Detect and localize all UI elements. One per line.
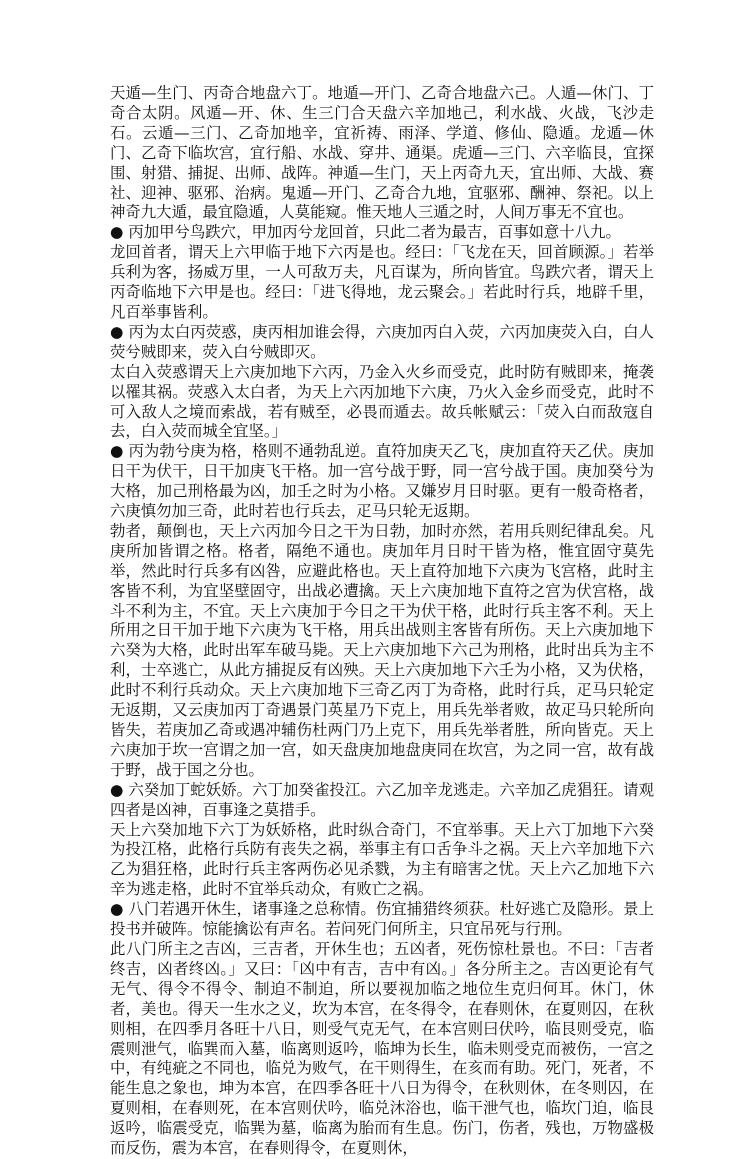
document-page [110,84,654,1159]
paragraph-text: 天遁—生门、丙奇合地盘六丁。地遁—开门、乙奇合地盘六己。人遁—休门、丁奇合太阴。风遁—开、休、生三门合天盘六辛加地己，利水战、火战，飞沙走石。云遁—三门、乙奇加地辛，宜祈祷、雨泽、学道、修仙、隐遁。龙遁—休门、乙奇下临坎宫，宜行船、水战、穿井、通渠。虎遁—三门、六辛临艮，宜探围、射猎、捕捉、出师、战阵。神遁—生门，天上丙奇九天，宜出师、大战、赛社、迎神、驱邪、治病。鬼遁—开门、乙奇合九地，宜驱邪、酬神、祭祀。以上神奇九大遁，最宜隐遁，人莫能窥。惟天地人三遁之时，人间万事无不宜也。 [110,84,654,222]
bullet-icon: ● [110,780,129,799]
paragraph-text: 八门若遇开休生，诸事逢之总称情。伤宜捕猎终须获。杜好逃亡及隐形。景上投书并破阵。惊能擒讼有声名。若问死门何所主，只宜吊死与行刑。 [110,900,654,939]
paragraph-text: 太白入荧惑谓天上六庚加地下六丙，乃金入火乡而受克，此时防有贼即来，掩袭以罹其祸。荧惑入太白者，为天上六丙加地下六庚，乃火入金乡而受克，此时不可入敌人之境而索战，若有贼至，必畏而遁去。故兵帐赋云：「荧入白而敌寇自去，白入荧而城全宜坚。」 [110,362,654,441]
paragraph-text: 勃者，颠倒也，天上六丙加今日之干为日勃，加时亦然，若用兵则纪律乱矣。凡庚所加皆谓之格。格者，隔绝不通也。庚加年月日时干皆为格，惟宜固守莫先举，然此时行兵多有凶咎，应避此格也。天上直符加地下六庚为飞宫格，此时主客皆不利，为宜坚壁固守，出战必遭擒。天上六庚加地下直符之宫为伏宫格，战斗不利为主，不宜。天上六庚加于今日之干为伏干格，此时行兵主客不利。天上所用之日干加于地下六庚为飞干格，用兵出战则主客皆有所伤。天上六庚加地下六癸为大格，此时出军车破马毙。天上六庚加地下六己为刑格，此时出兵为主不利，士卒逃亡，从此方捕捉反有凶殃。天上六庚加地下六壬为小格，又为伏格，此时不利行兵动众。天上六庚加地下三奇乙丙丁为奇格，此时行兵，疋马只轮定无返期，又云庚加丙丁奇遇景门英星乃下克上，用兵先举者败，故疋马只轮所向皆失，若庚加乙奇或遇冲辅伤杜两门乃上克下，用兵先举者胜，所向皆克。天上六庚加于坎一宫谓之加一宫，如天盘庚加地盘庚同在坎宫，为之同一宫，故有战于野，战于国之分也。 [110,521,654,779]
body-paragraph [110,522,654,781]
bullet-paragraph [110,223,654,243]
paragraph-text: 丙为太白丙荧惑，庚丙相加谁会得，六庚加丙白入荧，六丙加庚荧入白，白人荧兮贼即来，荧入白兮贼即灭。 [110,322,654,361]
paragraph-text: 丙加甲兮鸟跌穴，甲加丙兮龙回首，只此二者为最吉，百事如意十八九。 [128,223,621,242]
body-paragraph [110,821,654,901]
bullet-paragraph [110,442,654,522]
body-paragraph [110,940,654,1159]
bullet-paragraph [110,781,654,821]
bullet-paragraph [110,323,654,363]
bullet-paragraph [110,900,654,940]
bullet-icon: ● [110,900,129,919]
paragraph-text: 天上六癸加地下六丁为妖娇格，此时纵合奇门，不宜举事。天上六丁加地下六癸为投江格，此格行兵防有丧失之祸，举事主有口舌争斗之祸。天上六辛加地下六乙为猖狂格，此时行兵主客两伤必见杀戮，为主有暗害之忧。天上六乙加地下六辛为逃走格，此时不宜举兵动众，有败亡之祸。 [110,820,654,899]
paragraph-text: 丙为勃兮庚为格，格则不通勃乱逆。直符加庚天乙飞，庚加直符天乙伏。庚加日干为伏干，日干加庚飞干格。加一宫兮战于野，同一宫兮战于国。庚加癸兮为大格，加己刑格最为凶，加壬之时为小格。又嫌岁月日时驱。更有一般奇格者，六庚慎勿加三奇，此时若也行兵去，疋马只轮无返期。 [110,442,654,521]
paragraph-text: 六癸加丁蛇妖娇。六丁加癸雀投江。六乙加辛龙逃走。六辛加乙虎猖狂。请观四者是凶神，百事逢之莫措手。 [110,780,654,819]
body-paragraph [110,243,654,323]
body-paragraph [110,84,654,223]
paragraph-text: 此八门所主之吉凶，三吉者，开休生也；五凶者，死伤惊杜景也。不曰：「吉者终吉，凶者终凶。」又曰：「凶中有吉，吉中有凶。」各分所主之。吉凶更论有气无气、得令不得令、制迫不制迫，所以要视加临之地位生克归何耳。休门，休者，美也。得天一生水之义，坎为本宫，在冬得令，在春则休，在夏则囚，在秋则相，在四季月各旺十八日，则受气克无气，在本宫则曰伏吟，临艮则受克，临震则泄气，临巽而入墓，临离则返吟，临坤为长生，临未则受克而被伤，一宫之中，有纯疵之不同也，临兑为败气，在干则得生，在亥而有助。死门，死者，不能生息之象也，坤为本宫，在四季各旺十八日为得令，在秋则休，在冬则囚，在夏则相，在春则死，在本宫则伏吟，临兑沐浴也，临干泄气也，临坎门迫，临艮返吟，临震受克，临巽为墓，临离为胎而有生息。伤门，伤者，残也，万物盛极而反伤，震为本宫，在春则得令，在夏则休， [110,939,654,1158]
body-paragraph [110,363,654,443]
paragraph-text: 龙回首者，谓天上六甲临于地下六丙是也。经曰：「飞龙在天，回首顾源。」若举兵利为客，扬威万里，一人可敌万夫，凡百谋为，所向皆宜。鸟跌穴者，谓天上丙奇临地下六甲是也。经曰：「进飞得地，龙云聚会。」若此时行兵，地辟千里，凡百举事皆利。 [110,243,654,321]
bullet-icon: ● [110,223,129,242]
bullet-icon: ● [110,322,129,341]
bullet-icon: ● [110,442,129,461]
